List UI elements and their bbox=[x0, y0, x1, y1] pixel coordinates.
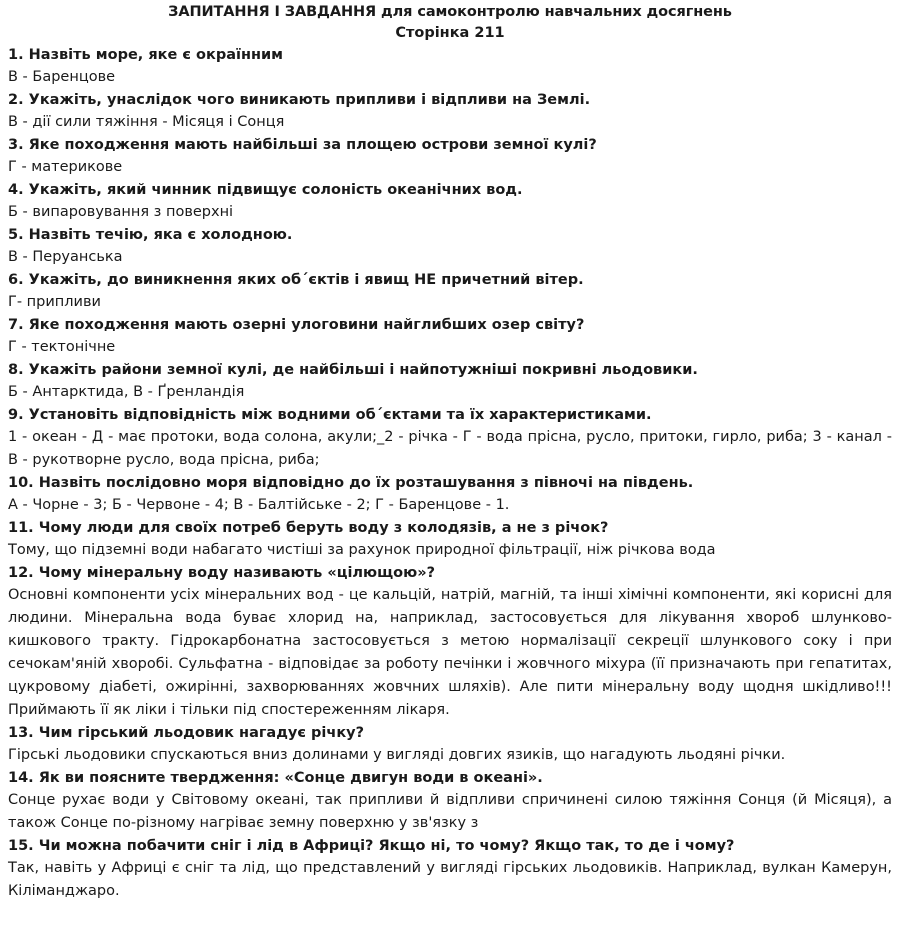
qa-item bbox=[8, 224, 892, 269]
question: 2. Укажіть, унаслідок чого виникають припливи і відпливи на Землі. bbox=[8, 92, 591, 108]
question: 10. Назвіть послідовно моря відповідно до їх розташування з півночі на південь. bbox=[8, 475, 694, 491]
qa-item bbox=[8, 269, 892, 314]
qa-item bbox=[8, 835, 892, 903]
question: 13. Чим гірський льодовик нагадує річку? bbox=[8, 725, 365, 741]
answer: Б - випаровування з поверхні bbox=[8, 204, 234, 220]
answer: Основні компоненти усіх мінеральних вод - це кальцій, натрій, магній, та інші хімічні компоненти, які корисні для людини. Мінеральна вода буває хлорид на, наприклад, застосовується для лікування хвороб шлунково-кишкового тракту. Гідрокарбонатна застосовується з метою нормалізації секреції шлункового соку і при сечокам'яній хворобі. Сульфатна - відповідає за роботу печінки і жовчного міхура (її призначають при гепатитах, цукровому діабеті, ожирінні, захворюваннях жовчних шляхів). Але пити мінеральну воду щодня шкідливо!!! Приймають її як ліки і тільки під спостереженням лікаря. bbox=[8, 587, 892, 718]
qa-item bbox=[8, 314, 892, 359]
answer: В - Перуанська bbox=[8, 249, 123, 265]
qa-item bbox=[8, 767, 892, 835]
qa-item bbox=[8, 562, 892, 722]
answer: В - Баренцове bbox=[8, 69, 116, 85]
page-title: ЗАПИТАННЯ І ЗАВДАННЯ для самоконтролю навчальних досягнень bbox=[168, 4, 732, 20]
qa-item bbox=[8, 722, 892, 767]
qa-item bbox=[8, 179, 892, 224]
answer: Г - тектонічне bbox=[8, 339, 116, 355]
question: 9. Установіть відповідність між водними об´єктами та їх характеристиками. bbox=[8, 407, 652, 423]
question: 14. Як ви поясните твердження: «Сонце двигун води в океані». bbox=[8, 770, 543, 786]
question: 5. Назвіть течію, яка є холодною. bbox=[8, 227, 293, 243]
question: 8. Укажіть райони земної кулі, де найбільші і найпотужніші покривні льодовики. bbox=[8, 362, 698, 378]
question: 4. Укажіть, який чинник підвищує солоність океанічних вод. bbox=[8, 182, 523, 198]
question: 12. Чому мінеральну воду називають «цілющою»? bbox=[8, 565, 435, 581]
question: 6. Укажіть, до виникнення яких об´єктів і явищ НЕ причетний вітер. bbox=[8, 272, 584, 288]
page-subtitle: Сторінка 211 bbox=[395, 25, 505, 41]
answer: Сонце рухає води у Світовому океані, так припливи й відпливи спричинені силою тяжіння Сонця (й Місяця), а також Сонце по-різному нагріває земну поверхню у зв'язку з bbox=[8, 792, 892, 831]
qa-item bbox=[8, 359, 892, 404]
answer: Так, навіть у Африці є сніг та лід, що представлений у вигляді гірських льодовиків. Наприклад, вулкан Камерун, Кіліманджаро. bbox=[8, 860, 892, 899]
answer: 1 - океан - Д - має протоки, вода солона, акули;_2 - річка - Г - вода прісна, русло, притоки, гирло, риба; 3 - канал - В - рукотворне русло, вода прісна, риба; bbox=[8, 429, 892, 468]
qa-item bbox=[8, 134, 892, 179]
qa-item bbox=[8, 472, 892, 517]
qa-item bbox=[8, 404, 892, 472]
question: 15. Чи можна побачити сніг і лід в Африці? Якщо ні, то чому? Якщо так, то де і чому? bbox=[8, 838, 735, 854]
answer: Гірські льодовики спускаються вниз долинами у вигляді довгих язиків, що нагадують льодяні річки. bbox=[8, 747, 786, 763]
answer: Г- припливи bbox=[8, 294, 101, 310]
answer: Г - материкове bbox=[8, 159, 123, 175]
question: 1. Назвіть море, яке є окраїнним bbox=[8, 47, 284, 63]
answer: Тому, що підземні води набагато чистіші за рахунок природної фільтрації, ніж річкова вода bbox=[8, 542, 716, 558]
question: 3. Яке походження мають найбільші за площею острови земної кулі? bbox=[8, 137, 597, 153]
question: 11. Чому люди для своїх потреб беруть воду з колодязів, а не з річок? bbox=[8, 520, 609, 536]
answer: А - Чорне - 3; Б - Червоне - 4; В - Балтійське - 2; Г - Баренцове - 1. bbox=[8, 497, 510, 513]
answer: В - дії сили тяжіння - Місяця і Сонця bbox=[8, 114, 285, 130]
answer: Б - Антарктида, В - Ґренландія bbox=[8, 384, 245, 400]
question: 7. Яке походження мають озерні улоговини найглибших озер світу? bbox=[8, 317, 585, 333]
qa-item bbox=[8, 89, 892, 134]
qa-list bbox=[0, 44, 900, 903]
qa-item bbox=[8, 44, 892, 89]
qa-item bbox=[8, 517, 892, 562]
